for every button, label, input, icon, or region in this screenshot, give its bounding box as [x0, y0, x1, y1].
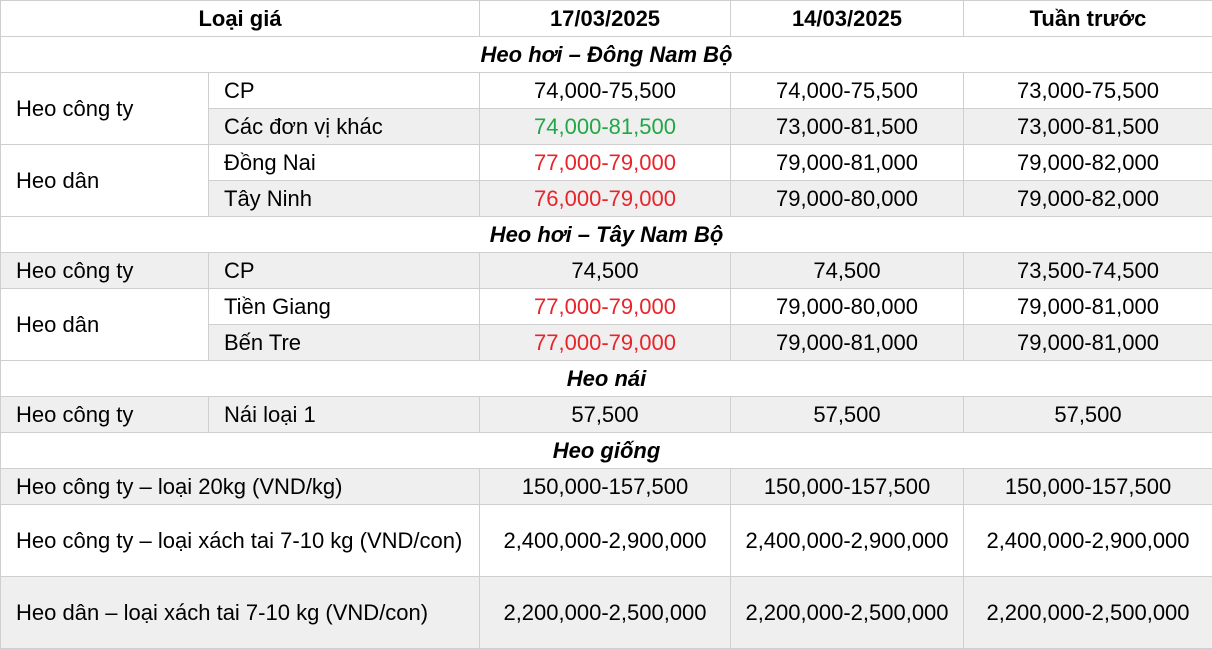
- table-row: [1, 397, 1212, 433]
- table-row: [1, 505, 1212, 577]
- price-cell: 57,500: [731, 397, 964, 433]
- section-row: [1, 433, 1212, 469]
- section-dong-nam-bo: Heo hơi – Đông Nam Bộ: [1, 37, 1212, 73]
- price-cell: 73,500-74,500: [964, 253, 1212, 289]
- price-cell: 57,500: [964, 397, 1212, 433]
- price-cell: 57,500: [480, 397, 731, 433]
- header-row: [1, 1, 1212, 37]
- price-cell: 79,000-81,000: [964, 289, 1212, 325]
- price-cell: 150,000-157,500: [731, 469, 964, 505]
- price-cell: 74,000-75,500: [731, 73, 964, 109]
- header-date-2: 14/03/2025: [731, 1, 964, 37]
- price-cell: 79,000-82,000: [964, 145, 1212, 181]
- section-heo-nai: Heo nái: [1, 361, 1212, 397]
- price-cell: 79,000-81,000: [731, 145, 964, 181]
- price-cell: 2,400,000-2,900,000: [480, 505, 731, 577]
- row-label: CP: [209, 73, 480, 109]
- row-label: Heo công ty – loại 20kg (VND/kg): [1, 469, 480, 505]
- table-row: [1, 253, 1212, 289]
- group-heo-dan: Heo dân: [1, 289, 209, 361]
- section-tay-nam-bo: Heo hơi – Tây Nam Bộ: [1, 217, 1212, 253]
- header-last-week: Tuần trước: [964, 1, 1212, 37]
- table-row: [1, 145, 1212, 181]
- price-cell: 79,000-80,000: [731, 289, 964, 325]
- price-cell: 2,200,000-2,500,000: [480, 577, 731, 649]
- row-label: Đồng Nai: [209, 145, 480, 181]
- price-cell: 150,000-157,500: [480, 469, 731, 505]
- price-cell-down: 77,000-79,000: [480, 325, 731, 361]
- price-cell: 73,000-81,500: [731, 109, 964, 145]
- price-cell-down: 76,000-79,000: [480, 181, 731, 217]
- price-cell: 73,000-75,500: [964, 73, 1212, 109]
- price-cell: 2,400,000-2,900,000: [964, 505, 1212, 577]
- price-cell: 74,500: [480, 253, 731, 289]
- price-cell-down: 77,000-79,000: [480, 145, 731, 181]
- price-cell-down: 77,000-79,000: [480, 289, 731, 325]
- table-row: [1, 577, 1212, 649]
- header-loai-gia: Loại giá: [1, 1, 480, 37]
- price-cell: 74,500: [731, 253, 964, 289]
- price-cell: 79,000-81,000: [964, 325, 1212, 361]
- price-cell-up: 74,000-81,500: [480, 109, 731, 145]
- section-heo-giong: Heo giống: [1, 433, 1212, 469]
- row-label: Nái loại 1: [209, 397, 480, 433]
- price-cell: 79,000-81,000: [731, 325, 964, 361]
- price-cell: 2,200,000-2,500,000: [964, 577, 1212, 649]
- price-cell: 2,400,000-2,900,000: [731, 505, 964, 577]
- row-label: Bến Tre: [209, 325, 480, 361]
- price-cell: 79,000-80,000: [731, 181, 964, 217]
- table-row: [1, 73, 1212, 109]
- row-label: Tiền Giang: [209, 289, 480, 325]
- section-row: [1, 37, 1212, 73]
- row-label: Heo công ty – loại xách tai 7-10 kg (VND/con): [1, 505, 480, 577]
- price-cell: 150,000-157,500: [964, 469, 1212, 505]
- header-date-1: 17/03/2025: [480, 1, 731, 37]
- price-cell: 74,000-75,500: [480, 73, 731, 109]
- row-label: Các đơn vị khác: [209, 109, 480, 145]
- section-row: [1, 217, 1212, 253]
- group-heo-cong-ty: Heo công ty: [1, 73, 209, 145]
- row-label: Tây Ninh: [209, 181, 480, 217]
- group-heo-cong-ty: Heo công ty: [1, 397, 209, 433]
- table-row: [1, 469, 1212, 505]
- price-cell: 73,000-81,500: [964, 109, 1212, 145]
- group-heo-cong-ty: Heo công ty: [1, 253, 209, 289]
- section-row: [1, 361, 1212, 397]
- price-cell: 2,200,000-2,500,000: [731, 577, 964, 649]
- row-label: CP: [209, 253, 480, 289]
- group-heo-dan: Heo dân: [1, 145, 209, 217]
- price-cell: 79,000-82,000: [964, 181, 1212, 217]
- table-row: [1, 289, 1212, 325]
- row-label: Heo dân – loại xách tai 7-10 kg (VND/con): [1, 577, 480, 649]
